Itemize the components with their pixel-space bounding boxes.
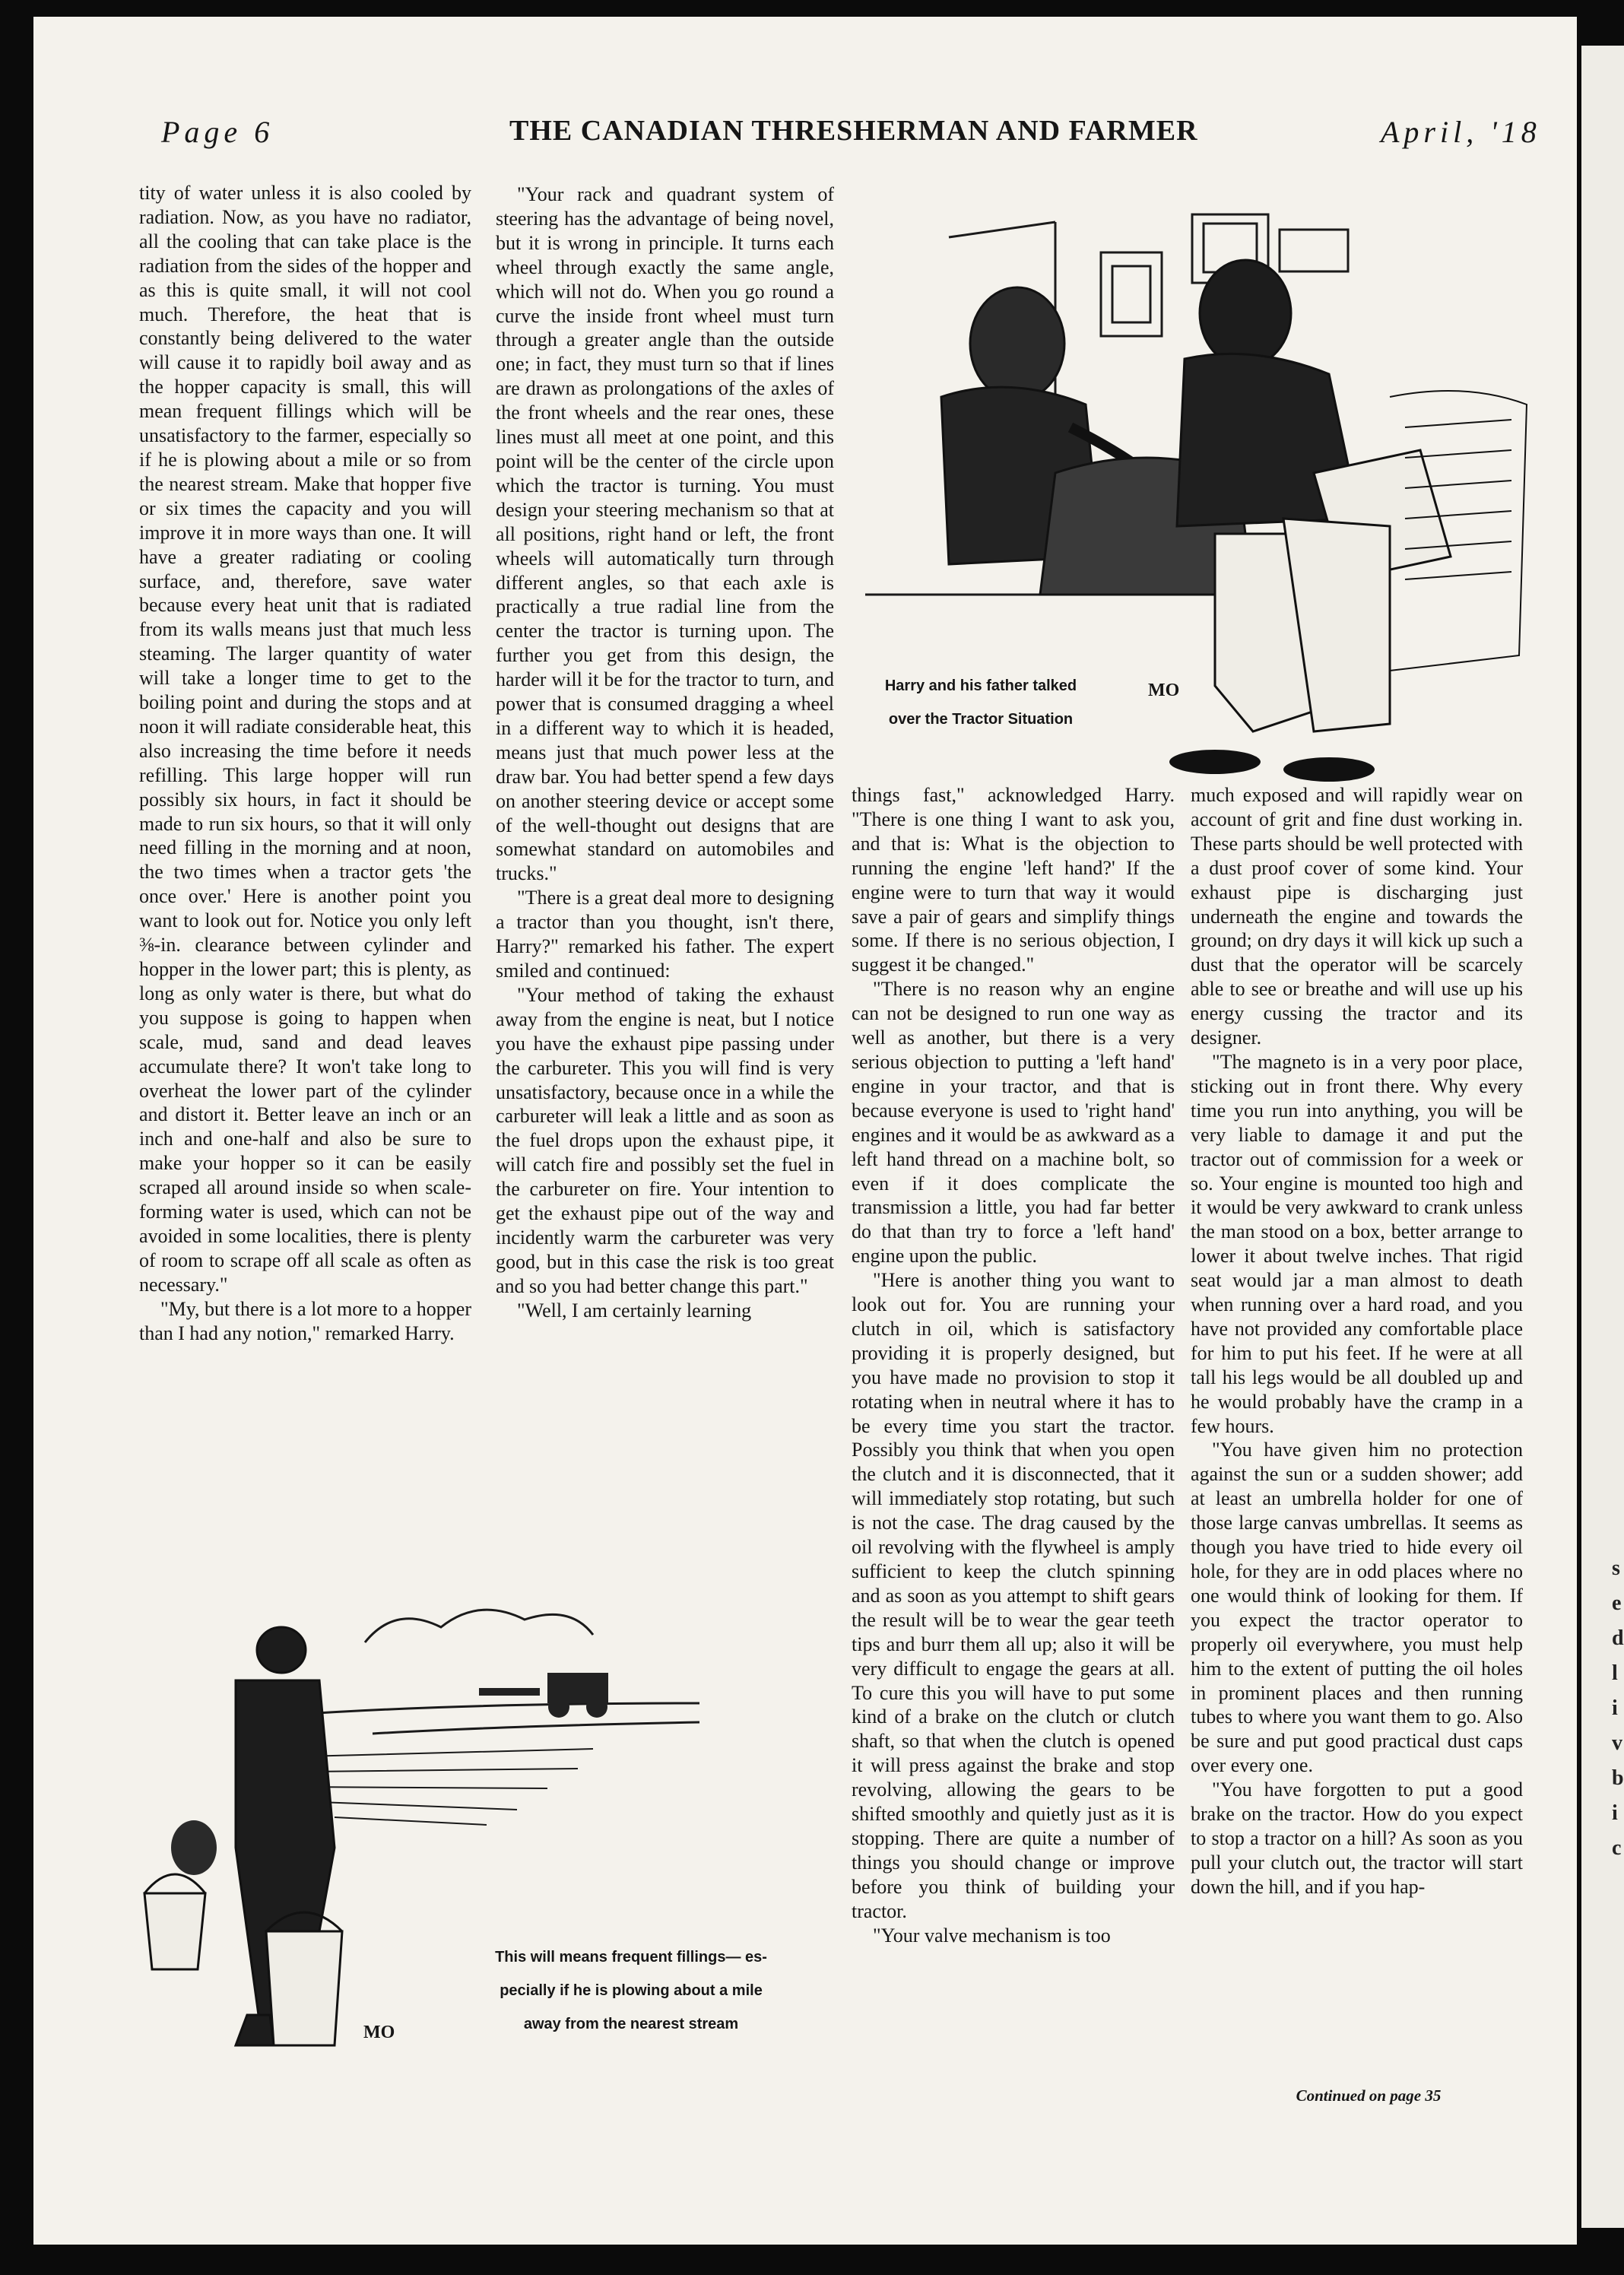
paragraph: tity of water unless it is also cooled by radiation. Now, as you have no radiator, all the cooling that can take place is the radiation from the sides of the hopper and as this is quite small, it will not cool much. Therefore, the heat that is constantly being delivered to the water will cause it to rapidly boil away and as the hopper capacity is small, this will mean frequent fillings which will be unsatisfactory to the farmer, especially so if he is plowing about a mile or so from the nearest stream. Make that hopper five or six times the capacity and you will improve it in more ways than one. It will have a greater radiating or cooling surface, and, therefore, save water because every heat unit that is radiated from its walls means just that much less steaming. The larger quantity of water will take a longer time to get to the boiling point and during the stops and at noon it will radiate considerable heat, this also increasing the time before it needs refilling. This large hopper will run possibly six hours, in fact it should be made to run six hours, so that it will only need filling in the morning and at noon, the two times when a tractor gets 'the once over.' Here is another point you want to look out for. Notice you only left ⅜-in. clearance between cylinder and hopper in the lower part; this is plenty, as long as only water is there, but what do you suppose is going to happen when scale, mud, sand and dead leaves accumulate there? It won't take long to overheat the lower part of the cylinder and distort it. Better leave an inch or an inch and one-half and also be sure to make your hopper so it can be easily scraped all around inside so when scale-forming water is used, which can not be avoided in some localities, there is plenty of room to scrape off all scale as often as necessary." [139, 182, 471, 1296]
paragraph: "Your valve mechanism is too [873, 1924, 1111, 1947]
paragraph: "Here is another thing you want to look out for. You are running your clutch in oil, which is satisfactory providing it is properly designed, but you have made no provision to stop it rotating when in neutral where it has to be every time you start the tractor. Possibly you think that when you open the clutch and it is disconnected, that it will immediately stop rotating, but such is not the case. The drag caused by the oil revolving with the flywheel is amply sufficient to keep the clutch spinning and as soon as you attempt to shift gears the result will be to wear the gear teeth tips and burr them all up; also it will be very difficult to engage the gears at all. To cure this you will have to put some kind of a brake on the clutch or clutch shaft, so that when the clutch is opened it will press against the brake and stop revolving, allowing the gears to be shifted smoothly and quietly just as it is stopping. There are quite a number of things you should change or improve before you think of building your tractor. [852, 1269, 1175, 1922]
paragraph: "You have forgotten to put a good brake on the tractor. How do you expect to stop a tractor on a hill? As soon as you pull your clutch out, the tractor will start down the hill, and if you hap- [1191, 1778, 1523, 1898]
publication-title: THE CANADIAN THRESHERMAN AND FARMER [509, 115, 1198, 147]
illustration-caption: Harry and his father talked over the Tractor Situation [884, 677, 1077, 728]
paragraph: "There is no reason why an engine can not be designed to run one way as well as another, but there is a very serious objection to putting a 'left hand' engine in your tractor, and that is because everyone is used to 'right hand' engines and it would be as awkward as a left hand thread on a machine bolt, so even if it does complicate the transmission a little, you had far better do that than try to force a 'left hand' engine upon the public. [852, 978, 1175, 1268]
adjacent-page-edge [1581, 46, 1624, 2228]
paragraph: "My, but there is a lot more to a hopper than I had any notion," remarked Harry. [139, 1297, 471, 1344]
article-column-2 [496, 182, 834, 1597]
adjacent-page-letters: s e d l i v b i c [1612, 1556, 1624, 1860]
article-column-1 [139, 181, 471, 1597]
paragraph: "The magneto is in a very poor place, sticking out in front there. Why every time you run into anything, you will be very liable to damage it and put the tractor out of commission for a week or so. Your engine is mounted too high and it would be very awkward to crank unless the man stood on a box, better arrange to lower it about twelve inches. That rigid seat would jar a man almost to death when running over a hard road, and you have not provided any comfortable place for him to put his feet. If he were at all tall his legs would be all doubled up and he would probably have the cramp in a few hours. [1191, 1050, 1523, 1437]
illustrator-signature: MO [1148, 681, 1180, 700]
paragraph: "Well, I am certainly learning [517, 1299, 752, 1322]
continued-notice: Continued on page 35 [1296, 2086, 1442, 2105]
paragraph: "Your rack and quadrant system of steering has the advantage of being novel, but it is wrong in principle. It turns each wheel through exactly the same angle, which will not do. When you go round a curve the inside front wheel must turn through a greater angle than the outside one; in fact, they must turn so that if lines are drawn as prolongations of the axles of the front wheels and the rear ones, these lines must all meet at one point, and this point will be the center of the circle upon which the tractor is turning. You must design your steering mechanism so that at all positions, right hand or left, the front wheels will automatically turn through different angles, so that each axle is practically a true radial line from the center the tractor is turning upon. The further you get from this design, the harder will it be for the tractor to turn, and power that is consumed dragging a wheel in a different way to which it is headed, means just that much power less at the draw bar. You had better spend a few days on another steering device or accept some of the well-thought out designs that are somewhat standard on automobiles and trucks." [496, 183, 834, 885]
page-number: Page 6 [161, 115, 274, 149]
article-column-4 [1191, 783, 1523, 2085]
illustration-caption: This will means frequent fillings— es- pecially if he is plowing about a mile away from the nearest stream [495, 1949, 767, 2032]
paragraph: much exposed and will rapidly wear on account of grit and fine dust working in. These parts should be well protected with a dust proof cover of some kind. Your exhaust pipe is discharging just underneath the engine and towards the ground; on dry days it will kick up such a dust that the operator will be scarcely able to see or breathe and will use up his energy cussing the tractor and its designer. [1191, 784, 1523, 1049]
paragraph: "Your method of taking the exhaust away from the engine is neat, but I notice you have the exhaust pipe passing under the carbureter. This you will find is very unsatisfactory, because once in a while the carbureter will leak a little and as soon as the fuel drops upon the exhaust pipe, it will catch fire and possibly set the fuel in the carbureter on fire. Your intention to get the exhaust pipe out of the way and incidently warm the carbureter was very good, but in this case the risk is too great and so you had better change this part." [496, 983, 834, 1297]
article-column-3 [852, 783, 1175, 2114]
issue-date: April, '18 [1381, 115, 1541, 149]
illustrator-signature: MO [363, 2023, 395, 2042]
paragraph: "You have given him no protection against the sun or a sudden shower; add at least an umbrella holder for one of those large canvas umbrellas. It seems as though you have tried to hide every oil hole, for they are in odd places where no one would think of looking for them. If you expect the tractor operator to properly oil everywhere, you must help him to the extent of putting the oil holes in prominent places and then running tubes to where you want them to go. Also be sure and put good practical dust caps over every one. [1191, 1439, 1523, 1777]
paragraph: "There is a great deal more to designing a tractor than you thought, isn't there, Harry?" remarked his father. The expert smiled and continued: [496, 887, 834, 982]
paragraph: things fast," acknowledged Harry. "There is one thing I want to ask you, and that is: What is the objection to running the engine 'left hand?' If the engine were to turn that way it would save a pair of gears and simplify things some. If there is no serious objection, I suggest it be changed." [852, 784, 1175, 976]
